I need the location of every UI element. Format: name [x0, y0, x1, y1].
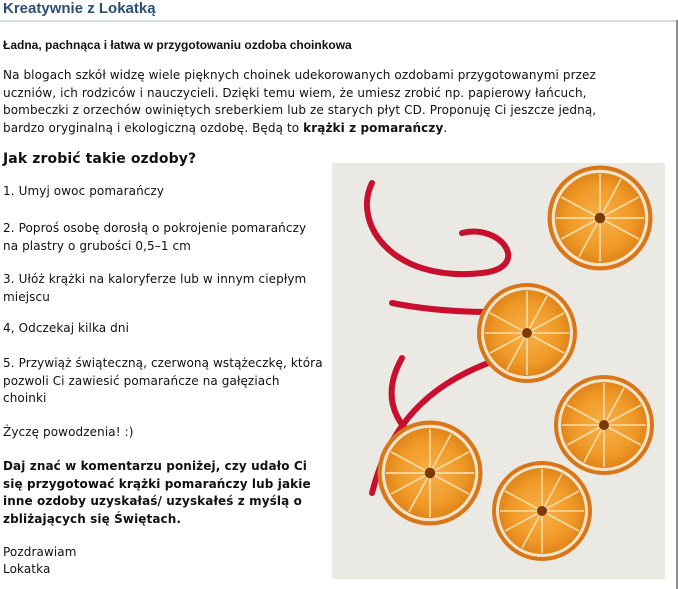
- step-2: 2. Poproś osobę dorosłą o pokrojenie pomarańczy na plastry o grubości 0,5–1 cm: [3, 221, 307, 253]
- title-divider: [0, 20, 676, 22]
- orange-slice-5: [492, 461, 592, 561]
- orange-slice-1: [548, 166, 653, 271]
- orange-slice-4: [378, 421, 483, 526]
- step-3: 3. Ułóż krążki na kaloryferze lub w innym ciepłym miejscu: [3, 272, 307, 304]
- intro-line: uczniów, ich rodziców i nauczycieli. Dzięki temu wiem, że umiesz zrobić np. papierowy łańcuch,: [3, 85, 587, 100]
- orange-slice-3: [554, 375, 654, 475]
- wish-text: Życzę powodzenia! :): [3, 425, 134, 439]
- step-4: 4, Odczekaj kilka dni: [3, 321, 130, 335]
- intro-paragraph: [3, 67, 673, 137]
- post-subtitle: Ładna, pachnąca i łatwa w przygotowaniu ozdoba choinkowa: [3, 38, 352, 52]
- closing-paragraph: Daj znać w komentarzu poniżej, czy udało Ci się przygotować krążki pomarańczy lub jakie inne ozdoby uzyskałaś/ uzyskałeś z myślą o zbliżających się Świętach.: [3, 459, 311, 526]
- orange-decorations-photo: [332, 163, 665, 579]
- intro-line: bardzo oryginalną i ekologiczną ozdobę. Będą to: [3, 120, 304, 135]
- intro-line: bombeczki z orzechów owiniętych sreberkiem lub ze starych płyt CD. Proponuję Ci jeszcze jedną,: [3, 103, 597, 117]
- step-1: 1. Umyj owoc pomarańczy: [3, 184, 165, 198]
- intro-highlight: krążki z pomarańczy: [303, 120, 444, 135]
- step-5: 5. Przywiąż świąteczną, czerwoną wstążeczkę, która pozwoli Ci zawiesić pomarańcze na gałęziach choinki: [3, 356, 323, 405]
- orange-slice-2: [477, 283, 577, 383]
- post-title[interactable]: Kreatywnie z Lokatką: [3, 0, 156, 17]
- howto-heading: Jak zrobić takie ozdoby?: [3, 151, 197, 167]
- intro-end: .: [443, 120, 448, 135]
- signature-greeting: Pozdrawiam: [3, 545, 77, 559]
- signature-name: Lokatka: [3, 562, 51, 576]
- intro-line: Na blogach szkół widzę wiele pięknych choinek udekorowanych ozdobami przygotowanymi przez: [3, 68, 596, 82]
